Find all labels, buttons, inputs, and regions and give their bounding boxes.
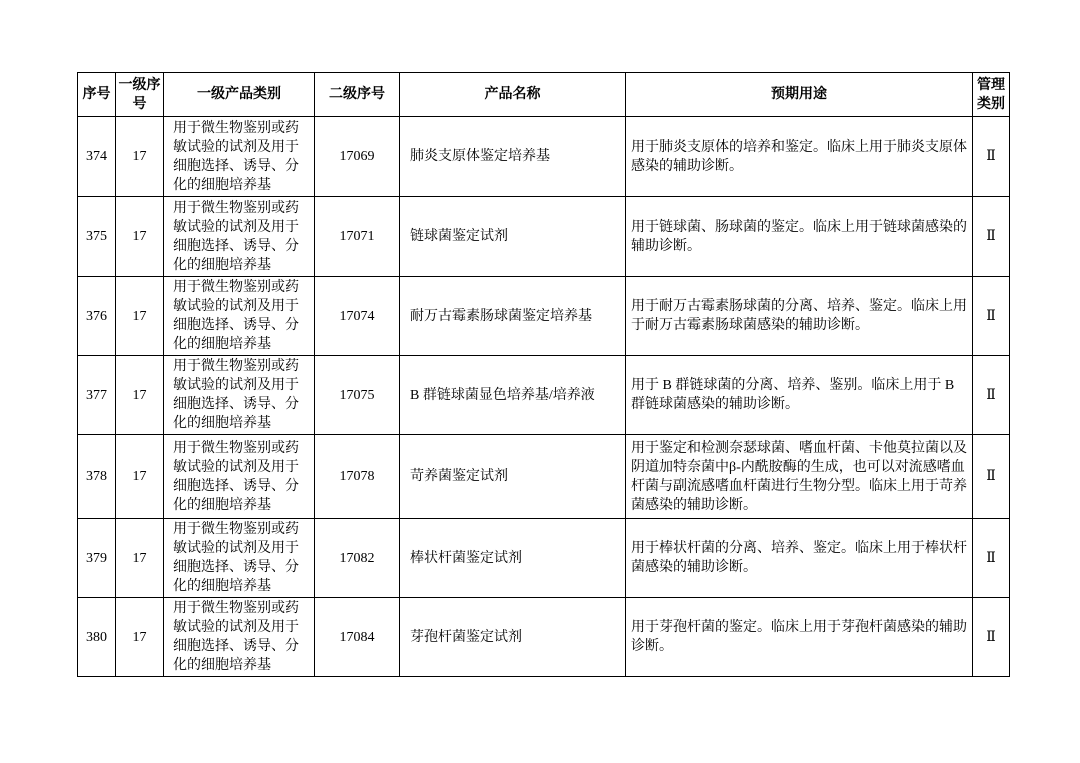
cell-management-class: Ⅱ [973, 435, 1010, 519]
cell-intended-use: 用于鉴定和检测奈瑟球菌、嗜血杆菌、卡他莫拉菌以及阴道加特奈菌中β-内酰胺酶的生成，也可以对流感嗜血杆菌与副流感嗜血杆菌进行生物分型。临床上用于苛养菌感染的辅助诊断。 [626, 435, 973, 519]
col-header-serial-number: 序号 [78, 73, 116, 117]
cell-level1-number: 17 [116, 197, 164, 277]
cell-intended-use: 用于耐万古霉素肠球菌的分离、培养、鉴定。临床上用于耐万古霉素肠球菌感染的辅助诊断。 [626, 277, 973, 356]
cell-product-name: 耐万古霉素肠球菌鉴定培养基 [400, 277, 626, 356]
cell-intended-use: 用于链球菌、肠球菌的鉴定。临床上用于链球菌感染的辅助诊断。 [626, 197, 973, 277]
cell-product-name: 苛养菌鉴定试剂 [400, 435, 626, 519]
cell-level1-category: 用于微生物鉴别或药敏试验的试剂及用于细胞选择、诱导、分化的细胞培养基 [164, 519, 315, 598]
cell-management-class: Ⅱ [973, 277, 1010, 356]
cell-level2-number: 17084 [315, 598, 400, 677]
cell-management-class: Ⅱ [973, 598, 1010, 677]
cell-product-name: 芽孢杆菌鉴定试剂 [400, 598, 626, 677]
cell-intended-use: 用于肺炎支原体的培养和鉴定。临床上用于肺炎支原体感染的辅助诊断。 [626, 117, 973, 197]
cell-level1-category: 用于微生物鉴别或药敏试验的试剂及用于细胞选择、诱导、分化的细胞培养基 [164, 356, 315, 435]
table-header-row [78, 73, 1010, 117]
cell-product-name: 链球菌鉴定试剂 [400, 197, 626, 277]
cell-level1-category: 用于微生物鉴别或药敏试验的试剂及用于细胞选择、诱导、分化的细胞培养基 [164, 277, 315, 356]
cell-management-class: Ⅱ [973, 356, 1010, 435]
cell-product-name: 棒状杆菌鉴定试剂 [400, 519, 626, 598]
cell-level1-category: 用于微生物鉴别或药敏试验的试剂及用于细胞选择、诱导、分化的细胞培养基 [164, 117, 315, 197]
cell-management-class: Ⅱ [973, 117, 1010, 197]
cell-management-class: Ⅱ [973, 197, 1010, 277]
cell-level1-number: 17 [116, 598, 164, 677]
table-row [78, 197, 1010, 277]
cell-product-name: 肺炎支原体鉴定培养基 [400, 117, 626, 197]
product-classification-table [77, 72, 1010, 677]
cell-serial-number: 376 [78, 277, 116, 356]
cell-level1-number: 17 [116, 435, 164, 519]
cell-intended-use: 用于芽孢杆菌的鉴定。临床上用于芽孢杆菌感染的辅助诊断。 [626, 598, 973, 677]
table-row [78, 277, 1010, 356]
cell-management-class: Ⅱ [973, 519, 1010, 598]
table-row [78, 598, 1010, 677]
cell-serial-number: 375 [78, 197, 116, 277]
cell-serial-number: 378 [78, 435, 116, 519]
col-header-intended-use: 预期用途 [626, 73, 973, 117]
cell-level2-number: 17075 [315, 356, 400, 435]
cell-level2-number: 17069 [315, 117, 400, 197]
table-row [78, 519, 1010, 598]
table-row [78, 117, 1010, 197]
cell-level1-category: 用于微生物鉴别或药敏试验的试剂及用于细胞选择、诱导、分化的细胞培养基 [164, 598, 315, 677]
table-row [78, 356, 1010, 435]
cell-level1-number: 17 [116, 519, 164, 598]
col-header-product-name: 产品名称 [400, 73, 626, 117]
cell-serial-number: 374 [78, 117, 116, 197]
cell-product-name: B 群链球菌显色培养基/培养液 [400, 356, 626, 435]
cell-level1-number: 17 [116, 356, 164, 435]
cell-intended-use: 用于 B 群链球菌的分离、培养、鉴别。临床上用于 B 群链球菌感染的辅助诊断。 [626, 356, 973, 435]
col-header-level1-number: 一级序号 [116, 73, 164, 117]
cell-level1-number: 17 [116, 117, 164, 197]
cell-level2-number: 17082 [315, 519, 400, 598]
table-row [78, 435, 1010, 519]
cell-level2-number: 17078 [315, 435, 400, 519]
col-header-management-class: 管理类别 [973, 73, 1010, 117]
cell-level1-category: 用于微生物鉴别或药敏试验的试剂及用于细胞选择、诱导、分化的细胞培养基 [164, 197, 315, 277]
cell-intended-use: 用于棒状杆菌的分离、培养、鉴定。临床上用于棒状杆菌感染的辅助诊断。 [626, 519, 973, 598]
cell-level1-number: 17 [116, 277, 164, 356]
cell-serial-number: 379 [78, 519, 116, 598]
col-header-level2-number: 二级序号 [315, 73, 400, 117]
cell-serial-number: 380 [78, 598, 116, 677]
cell-level1-category: 用于微生物鉴别或药敏试验的试剂及用于细胞选择、诱导、分化的细胞培养基 [164, 435, 315, 519]
cell-level2-number: 17074 [315, 277, 400, 356]
col-header-level1-category: 一级产品类别 [164, 73, 315, 117]
cell-serial-number: 377 [78, 356, 116, 435]
cell-level2-number: 17071 [315, 197, 400, 277]
